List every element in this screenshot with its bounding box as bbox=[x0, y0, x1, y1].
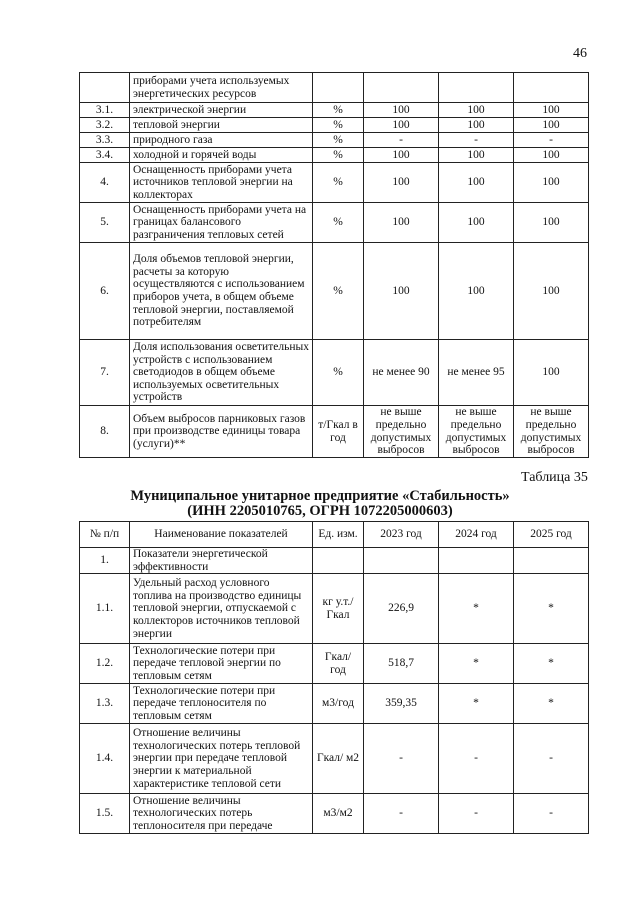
table-cell: 100 bbox=[514, 148, 589, 163]
table-cell: 518,7 bbox=[364, 644, 439, 684]
table-cell: холодной и горячей воды bbox=[130, 148, 313, 163]
table-cell: 100 bbox=[364, 118, 439, 133]
table-cell bbox=[313, 73, 364, 103]
table-cell: 1. bbox=[80, 548, 130, 574]
table-cell: 226,9 bbox=[364, 574, 439, 644]
table-cell: Удельный расход условного топлива на производство единицы тепловой энергии, отпускаемой с коллекторов источников тепловой энергии bbox=[130, 574, 313, 644]
table-35 bbox=[79, 521, 589, 834]
table-cell: * bbox=[514, 644, 589, 684]
table-cell: - bbox=[514, 724, 589, 794]
table-cell: 1.3. bbox=[80, 684, 130, 724]
table-cell: - bbox=[439, 724, 514, 794]
table-cell: 100 bbox=[364, 103, 439, 118]
table-cell: Оснащенность приборами учета источников тепловой энергии на коллекторах bbox=[130, 163, 313, 203]
table-cell: * bbox=[439, 574, 514, 644]
table-cell: 100 bbox=[364, 243, 439, 340]
table-cell: % bbox=[313, 340, 364, 406]
table-row bbox=[80, 73, 589, 103]
table-row bbox=[80, 548, 589, 574]
table-cell: - bbox=[439, 133, 514, 148]
table-row bbox=[80, 203, 589, 243]
table-cell: 6. bbox=[80, 243, 130, 340]
table-cell: * bbox=[514, 684, 589, 724]
table-cell: 1.1. bbox=[80, 574, 130, 644]
table-cell: 100 bbox=[364, 163, 439, 203]
table-cell: Гкал/ год bbox=[313, 644, 364, 684]
table-row bbox=[80, 118, 589, 133]
table-caption: Таблица 35 bbox=[521, 470, 588, 485]
table-cell: 5. bbox=[80, 203, 130, 243]
table-cell: % bbox=[313, 148, 364, 163]
table-row bbox=[80, 574, 589, 644]
table-cell: природного газа bbox=[130, 133, 313, 148]
table-row bbox=[80, 243, 589, 340]
table-cell: 4. bbox=[80, 163, 130, 203]
table-row bbox=[80, 406, 589, 458]
table-row bbox=[80, 163, 589, 203]
table-cell: не выше предельно допустимых выбросов bbox=[364, 406, 439, 458]
table-row bbox=[80, 148, 589, 163]
table-cell: 3.3. bbox=[80, 133, 130, 148]
column-header: 2024 год bbox=[439, 522, 514, 548]
table-cell: 100 bbox=[514, 203, 589, 243]
table-cell: 100 bbox=[439, 203, 514, 243]
table-cell: Гкал/ м2 bbox=[313, 724, 364, 794]
table-cell: 100 bbox=[439, 163, 514, 203]
table-cell: 3.4. bbox=[80, 148, 130, 163]
column-header: № п/п bbox=[80, 522, 130, 548]
table-cell: 3.1. bbox=[80, 103, 130, 118]
organization-title: Муниципальное унитарное предприятие «Стабильность» bbox=[130, 488, 510, 504]
table-cell: 3.2. bbox=[80, 118, 130, 133]
table-cell: 100 bbox=[514, 118, 589, 133]
table-cell: * bbox=[439, 644, 514, 684]
table-cell: Доля объемов тепловой энергии, расчеты за которую осуществляются с использованием приборов учета, в общем объеме тепловой энергии, поставляемой потребителям bbox=[130, 243, 313, 340]
table-row bbox=[80, 340, 589, 406]
table-cell bbox=[439, 73, 514, 103]
table-cell: 100 bbox=[364, 203, 439, 243]
table-cell: - bbox=[514, 133, 589, 148]
table-cell: % bbox=[313, 118, 364, 133]
indicators-table-continued bbox=[79, 72, 589, 458]
table-cell: 7. bbox=[80, 340, 130, 406]
table-cell: 100 bbox=[514, 243, 589, 340]
table-row bbox=[80, 794, 589, 834]
table-cell: не выше предельно допустимых выбросов bbox=[439, 406, 514, 458]
table-row bbox=[80, 133, 589, 148]
table-header-row bbox=[80, 522, 589, 548]
table-cell bbox=[439, 548, 514, 574]
table-cell: м3/м2 bbox=[313, 794, 364, 834]
organization-ids: (ИНН 2205010765, ОГРН 1072205000603) bbox=[187, 503, 453, 519]
table-cell: % bbox=[313, 103, 364, 118]
table-cell: 100 bbox=[439, 148, 514, 163]
table-cell: * bbox=[439, 684, 514, 724]
column-header: Ед. изм. bbox=[313, 522, 364, 548]
table-row bbox=[80, 644, 589, 684]
table-cell: - bbox=[439, 794, 514, 834]
table-cell: Доля использования осветительных устройств с использованием светодиодов в общем объеме используемых осветительных устройств bbox=[130, 340, 313, 406]
column-header: 2025 год bbox=[514, 522, 589, 548]
table-cell bbox=[514, 73, 589, 103]
table-cell: * bbox=[514, 574, 589, 644]
table-cell: 100 bbox=[514, 163, 589, 203]
table-cell: 100 bbox=[514, 103, 589, 118]
table-cell bbox=[80, 73, 130, 103]
table-cell: % bbox=[313, 203, 364, 243]
table-cell: 100 bbox=[439, 243, 514, 340]
table-cell: Отношение величины технологических потерь теплоносителя при передаче bbox=[130, 794, 313, 834]
table-cell bbox=[364, 73, 439, 103]
table-cell: 359,35 bbox=[364, 684, 439, 724]
table-cell: не менее 90 bbox=[364, 340, 439, 406]
table-cell bbox=[514, 548, 589, 574]
table-cell: Технологические потери при передаче тепловой энергии по тепловым сетям bbox=[130, 644, 313, 684]
table-cell: 8. bbox=[80, 406, 130, 458]
table-cell: 1.4. bbox=[80, 724, 130, 794]
table-row bbox=[80, 103, 589, 118]
table-row bbox=[80, 724, 589, 794]
table-cell: 100 bbox=[439, 103, 514, 118]
table-cell: Оснащенность приборами учета на границах балансового разграничения тепловых сетей bbox=[130, 203, 313, 243]
table-cell bbox=[364, 548, 439, 574]
table-cell: не менее 95 bbox=[439, 340, 514, 406]
column-header: Наименование показателей bbox=[130, 522, 313, 548]
table-cell: тепловой энергии bbox=[130, 118, 313, 133]
table-cell: % bbox=[313, 163, 364, 203]
table-cell: м3/год bbox=[313, 684, 364, 724]
table-cell: Технологические потери при передаче теплоносителя по тепловым сетям bbox=[130, 684, 313, 724]
table-cell: кг у.т./ Гкал bbox=[313, 574, 364, 644]
table-cell: т/Гкал в год bbox=[313, 406, 364, 458]
table-cell: 1.2. bbox=[80, 644, 130, 684]
table-row bbox=[80, 684, 589, 724]
table-cell: - bbox=[364, 724, 439, 794]
table-cell: 100 bbox=[514, 340, 589, 406]
table-cell: Показатели энергетической эффективности bbox=[130, 548, 313, 574]
page-number: 46 bbox=[573, 46, 587, 61]
table-cell: электрической энергии bbox=[130, 103, 313, 118]
table-cell: 100 bbox=[364, 148, 439, 163]
table-cell: Объем выбросов парниковых газов при производстве единицы товара (услуги)** bbox=[130, 406, 313, 458]
table-cell: - bbox=[364, 794, 439, 834]
table-cell: не выше предельно допустимых выбросов bbox=[514, 406, 589, 458]
table-cell: 1.5. bbox=[80, 794, 130, 834]
table-cell bbox=[313, 548, 364, 574]
table-cell: - bbox=[364, 133, 439, 148]
table-cell: 100 bbox=[439, 118, 514, 133]
table-cell: приборами учета используемых энергетических ресурсов bbox=[130, 73, 313, 103]
table-cell: - bbox=[514, 794, 589, 834]
table-cell: % bbox=[313, 243, 364, 340]
table-cell: % bbox=[313, 133, 364, 148]
table-cell: Отношение величины технологических потерь тепловой энергии при передаче тепловой энергии к материальной характеристике тепловой сети bbox=[130, 724, 313, 794]
column-header: 2023 год bbox=[364, 522, 439, 548]
